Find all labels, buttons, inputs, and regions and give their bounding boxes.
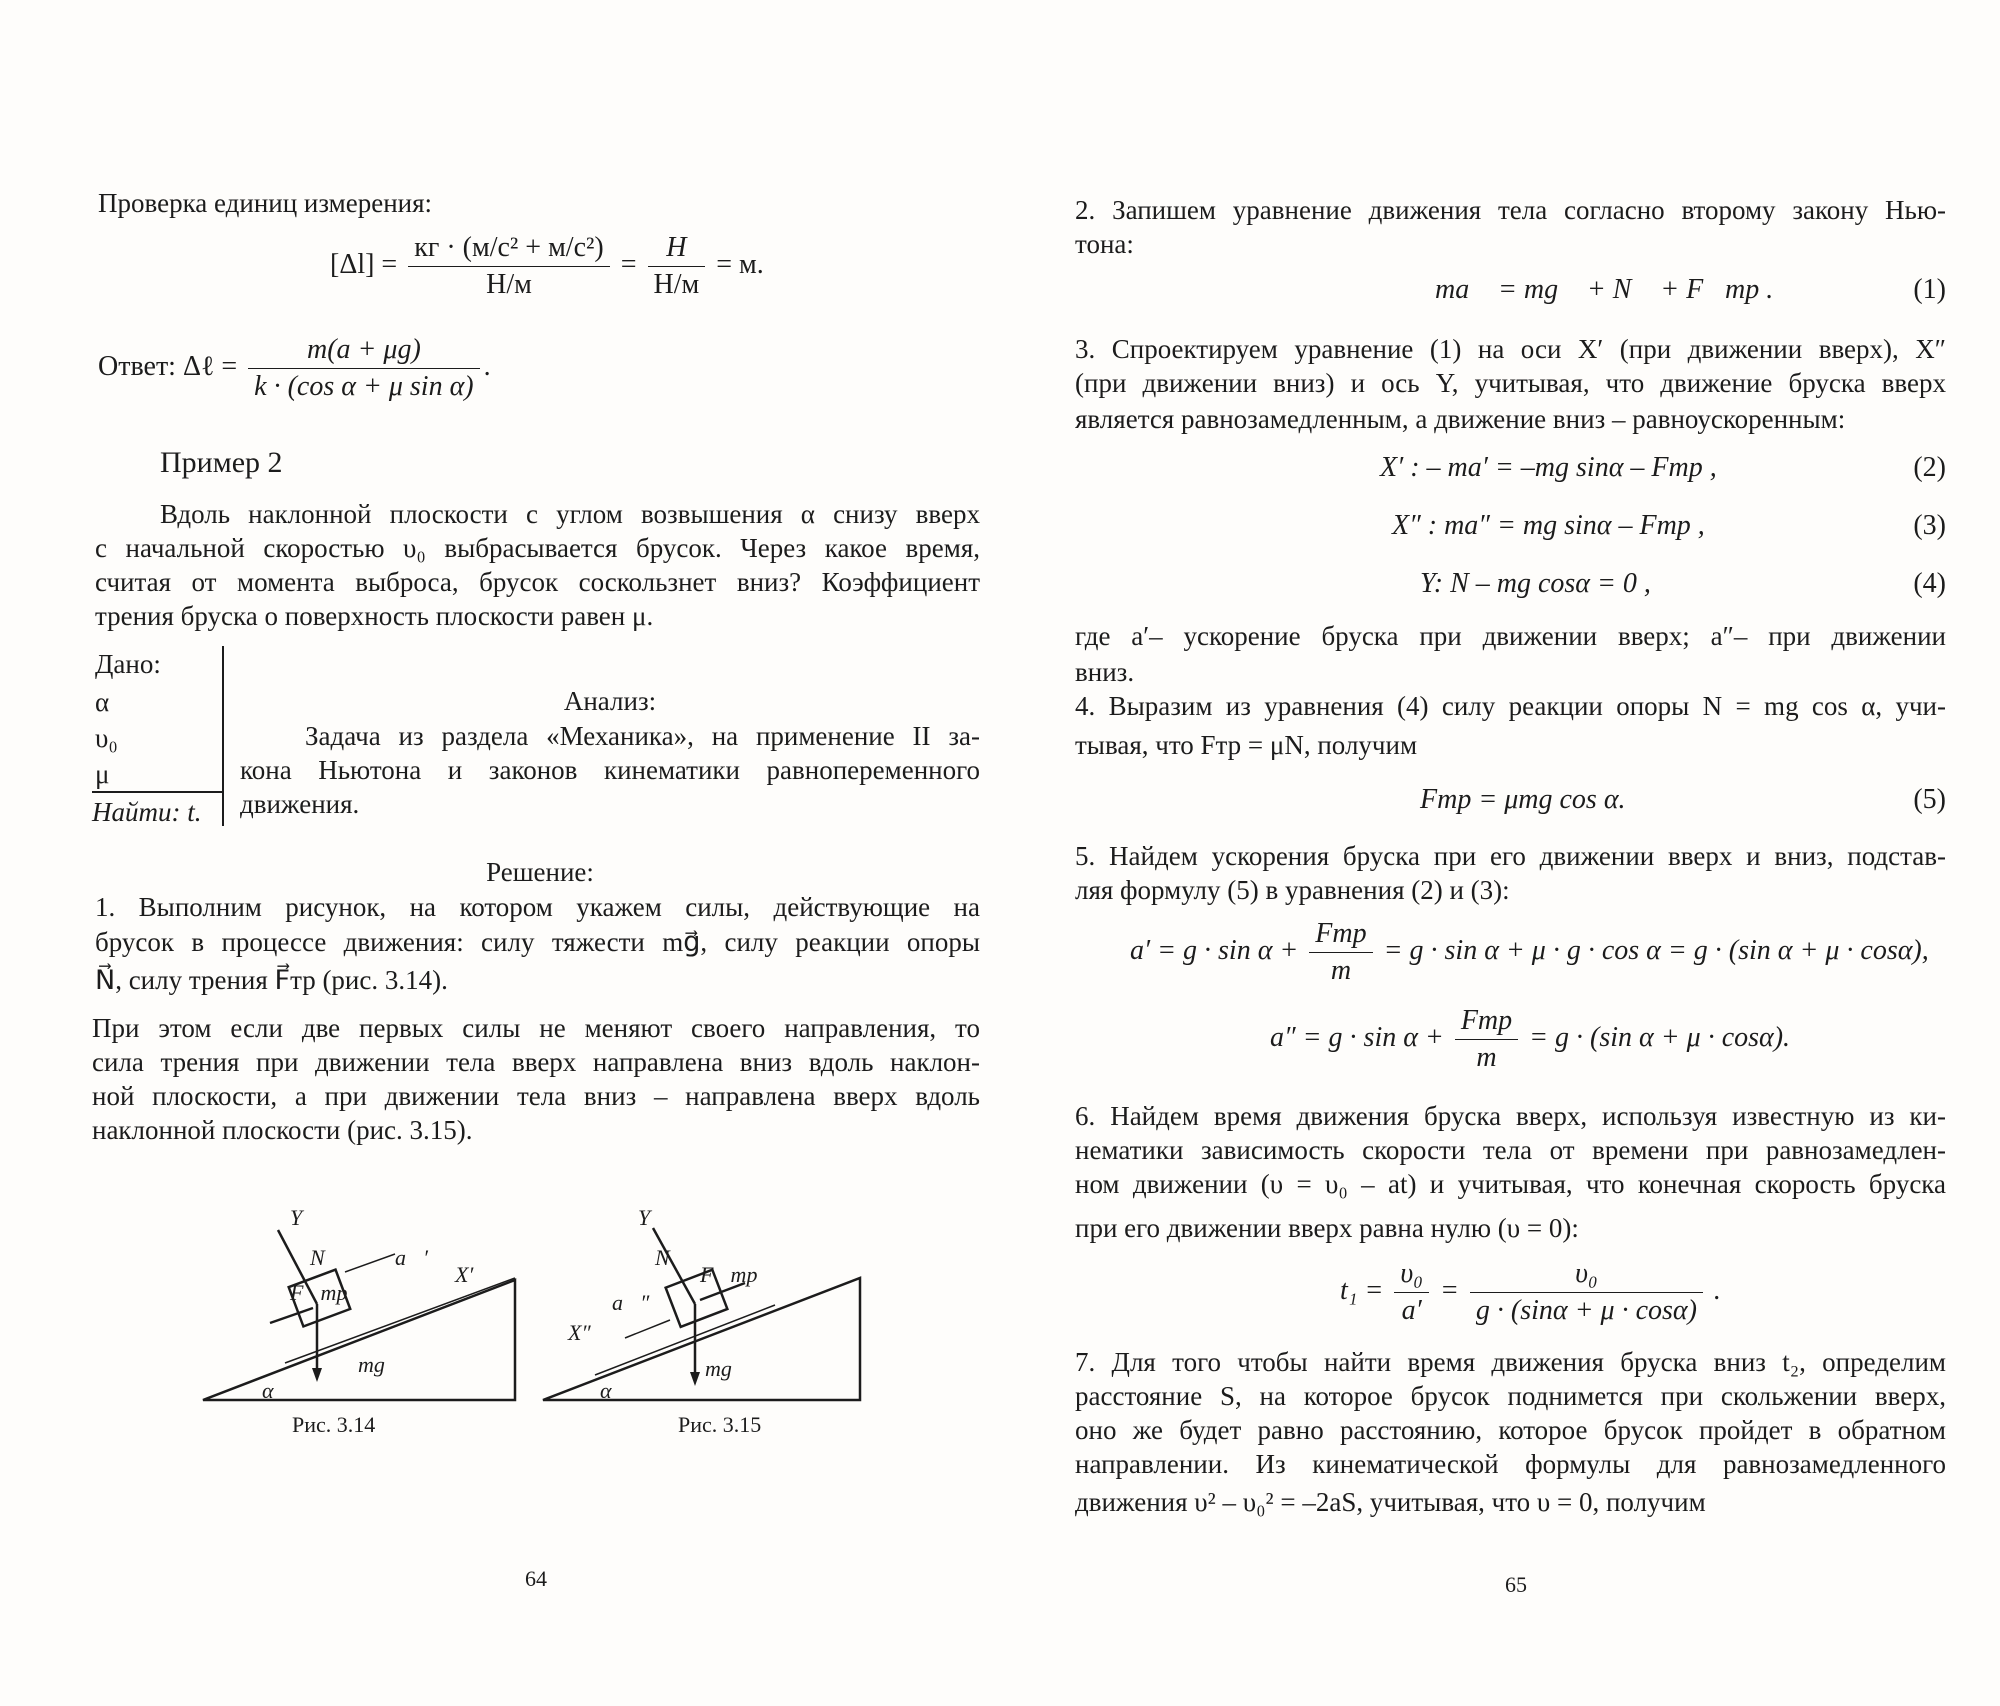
equation-1-number: (1) <box>1913 274 1946 305</box>
equation-t1-frac-2 <box>1470 1258 1703 1327</box>
answer-label: Ответ: Δℓ = <box>98 350 238 382</box>
equation-t1 <box>1340 1258 1721 1327</box>
equation-2-number: (2) <box>1913 452 1946 483</box>
equation-t1-eq: = <box>1440 1274 1459 1306</box>
answer-frac <box>248 334 479 403</box>
equation-a1-frac <box>1309 918 1372 987</box>
step6-line-1: 6. Найдем время движения бруска вверх, используя известную из ки- <box>1075 1101 1946 1131</box>
analysis-line-3: движения. <box>240 789 360 819</box>
fig2-label-f: F⃗тр <box>700 1262 758 1287</box>
given-item-mu: μ <box>95 759 110 789</box>
fig2-label-a: a⃗″ <box>612 1290 650 1315</box>
fig2-label-mg: mg⃗ <box>705 1356 749 1381</box>
step4-line-1: 4. Выразим из уравнения (4) силу реакции опоры N = mg cos α, учи- <box>1075 691 1946 721</box>
fig1-label-f: F⃗тр <box>290 1280 348 1305</box>
fig2-label-n: N⃗ <box>655 1245 687 1270</box>
page-number-right: 65 <box>1505 1572 1527 1597</box>
figure-3-14 <box>195 1220 525 1420</box>
answer-equation: Ответ: Δℓ = $\frac{m(a + \mu g)}{\text{k · (cos α + μ sin α)}}$ . <box>98 334 491 402</box>
example-title: Пример 2 <box>160 446 283 479</box>
units-equation: [Δl] = $\frac{\text{кг · (м/с² + м/с²)}}{Н/м}$ = $\frac{Н}{Н/м}$ = м. <box>330 232 764 300</box>
step2-line-2: тона: <box>1075 229 1134 259</box>
equation-a1 <box>1130 918 1929 987</box>
equation-a2-den: m <box>1476 1042 1497 1073</box>
right-page <box>1000 0 2000 1706</box>
equation-2: X′ : – ma′ = –mg sinα – Fтр , <box>1380 452 1717 483</box>
problem-line-4: трения бруска о поверхность плоскости равен μ. <box>95 601 654 631</box>
step7-line-3: оно же будет равно расстоянию, которое брусок пройдет в обратном <box>1075 1415 1946 1445</box>
step7-line-5: движения υ² – υ₀² = –2aS, учитывая, что υ = 0, получим <box>1075 1487 1706 1517</box>
solution-title: Решение: <box>486 857 594 887</box>
given-divider <box>92 791 222 793</box>
units-frac-2-num: Н <box>648 232 706 267</box>
equation-a2-num: Fтр <box>1455 1005 1518 1040</box>
equation-t1-frac-1 <box>1394 1258 1429 1327</box>
where-line-1: где a′– ускорение бруска при движении вверх; a″– при движении <box>1075 621 1946 651</box>
step6-line-3: ном движении (υ = υ₀ – at) и учитывая, что конечная скорость бруска <box>1075 1169 1946 1199</box>
equation-3: X″ : ma″ = mg sinα – Fтр , <box>1392 510 1705 541</box>
equation-t1-lhs: t₁ = <box>1340 1274 1384 1306</box>
gravity-arrowhead <box>690 1372 700 1386</box>
equation-t1-end: . <box>1713 1274 1721 1306</box>
equation-a2-frac <box>1455 1005 1518 1074</box>
step3-line-2: (при движении вниз) и ось Y, учитывая, что движение бруска вверх <box>1075 368 1946 398</box>
equation-5-number: (5) <box>1913 784 1946 815</box>
step7-line-4: направлении. Из кинематической формулы для равнозамедленного <box>1075 1449 1946 1479</box>
units-eq-lhs: [Δl] = <box>330 248 398 280</box>
equation-t1-num-2: υ₀ <box>1470 1258 1703 1293</box>
equation-a2-lhs: a″ = g · sin α + <box>1270 1021 1444 1053</box>
accel-arrow <box>345 1254 395 1272</box>
units-frac-2-den: Н/м <box>653 269 700 300</box>
step1-line-3: N⃗, силу трения F⃗тр (рис. 3.14). <box>95 965 448 995</box>
equation-a1-num: Fтр <box>1309 918 1372 953</box>
units-frac-1-num: кг · (м/с² + м/с²) <box>408 232 610 267</box>
step5-line-2: ляя формулу (5) в уравнения (2) и (3): <box>1075 875 1510 905</box>
given-label: Дано: <box>95 649 161 679</box>
where-line-2: вниз. <box>1075 657 1135 687</box>
equation-5: Fтр = μmg cos α. <box>1420 784 1626 815</box>
units-check-label: Проверка единиц измерения: <box>98 188 433 218</box>
fig2-label-y: Y <box>638 1205 651 1230</box>
para-line-2: сила трения при движении тела вверх направлена вниз вдоль наклон- <box>92 1047 980 1077</box>
para-line-1: При этом если две первых силы не меняют своего направления, то <box>92 1013 980 1043</box>
problem-line-2: с начальной скоростью υ₀ выбрасывается брусок. Через какое время, <box>95 533 980 563</box>
page-number-left: 64 <box>525 1566 547 1591</box>
step5-line-1: 5. Найдем ускорения бруска при его движении вверх и вниз, подстав- <box>1075 841 1946 871</box>
equation-1: ma⃗ = mg⃗ + N⃗ + F⃗тр . <box>1435 274 1774 305</box>
equation-a1-rhs: = g · sin α + μ · g · cos α = g · (sin α + μ · cosα), <box>1383 934 1929 966</box>
equation-a2 <box>1270 1005 1790 1074</box>
fig1-label-n: N⃗ <box>310 1245 342 1270</box>
equation-t1-num-1: υ₀ <box>1394 1258 1429 1293</box>
given-item-alpha: α <box>95 687 110 717</box>
answer-num: m(a + μg) <box>248 334 479 369</box>
units-frac-2 <box>648 232 706 301</box>
analysis-line-2: кона Ньютона и законов кинематики равнопеременного <box>240 755 980 785</box>
answer-den: k · (cos α + μ sin α) <box>254 371 474 402</box>
incline-triangle <box>203 1280 515 1400</box>
para-line-3: ной плоскости, а при движении тела вниз – направлена вверх вдоль <box>92 1081 980 1111</box>
step1-line-1: 1. Выполним рисунок, на котором укажем силы, действующие на <box>95 892 980 922</box>
given-item-v0: υ₀ <box>95 723 118 753</box>
units-eq-rhs: = м. <box>716 248 764 280</box>
step4-line-2: тывая, что Fтр = μN, получим <box>1075 730 1418 760</box>
gravity-arrowhead <box>312 1368 322 1382</box>
step6-line-4: при его движении вверх равна нулю (υ = 0): <box>1075 1213 1579 1243</box>
fig1-label-mg: mg⃗ <box>358 1352 402 1377</box>
fig1-caption: Рис. 3.14 <box>292 1412 376 1437</box>
equation-3-number: (3) <box>1913 510 1946 541</box>
step7-line-1: 7. Для того чтобы найти время движения бруска вниз t₂, определим <box>1075 1347 1946 1377</box>
fig1-label-a: a⃗′ <box>395 1245 428 1270</box>
fig2-label-alpha: α <box>600 1378 612 1403</box>
equation-4: Y: N – mg cosα = 0 , <box>1420 568 1651 599</box>
units-frac-1-den: Н/м <box>486 269 532 300</box>
problem-line-3: считая от момента выброса, брусок соскользнет вниз? Коэффициент <box>95 567 980 597</box>
equation-t1-den-2: g · (sinα + μ · cosα) <box>1475 1295 1697 1326</box>
fig2-caption: Рис. 3.15 <box>678 1412 762 1437</box>
step3-line-3: является равнозамедленным, а движение вниз – равноускоренным: <box>1075 404 1846 434</box>
equation-a1-den: m <box>1330 955 1352 986</box>
fig1-label-y: Y <box>290 1205 303 1230</box>
problem-line-1: Вдоль наклонной плоскости с углом возвышения α снизу вверх <box>160 499 980 529</box>
step2-line-1: 2. Запишем уравнение движения тела согласно второму закону Нью- <box>1075 195 1946 225</box>
units-frac-1 <box>408 232 610 301</box>
fig2-label-x: X″ <box>568 1320 591 1345</box>
step1-line-2: брусок в процессе движения: силу тяжести mg⃗, силу реакции опоры <box>95 927 980 957</box>
equation-4-number: (4) <box>1913 568 1946 599</box>
given-vertical-rule <box>222 646 224 826</box>
given-find: Найти: t. <box>92 797 202 827</box>
step7-line-2: расстояние S, на которое брусок поднимется при скольжении вверх, <box>1075 1381 1946 1411</box>
friction-arrow <box>270 1308 313 1323</box>
accel-arrow <box>625 1320 670 1338</box>
equation-a2-rhs: = g · (sin α + μ · cosα). <box>1529 1021 1791 1053</box>
fig1-label-x: X′ <box>455 1262 474 1287</box>
fig1-label-alpha: α <box>262 1378 274 1403</box>
analysis-line-1: Задача из раздела «Механика», на применение II за- <box>305 721 980 751</box>
analysis-title: Анализ: <box>563 686 657 716</box>
equation-t1-den-1: a′ <box>1401 1295 1422 1326</box>
para-line-4: наклонной плоскости (рис. 3.15). <box>92 1115 473 1145</box>
step3-line-1: 3. Спроектируем уравнение (1) на оси X′ (при движении вверх), X″ <box>1075 334 1946 364</box>
equation-a1-lhs: a′ = g · sin α + <box>1130 934 1299 966</box>
step6-line-2: нематики зависимость скорости тела от времени при равнозамедлен- <box>1075 1135 1946 1165</box>
